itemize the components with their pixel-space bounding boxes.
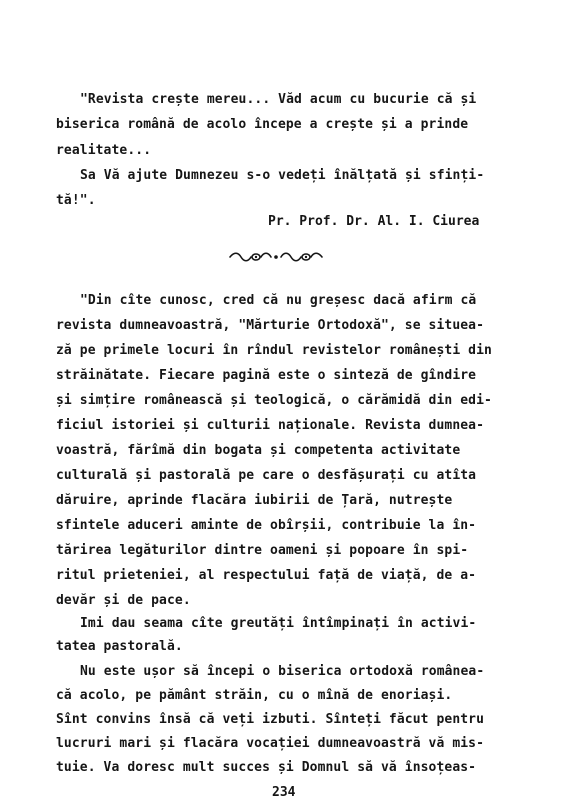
quote1-line: biserica română de acolo începe a crește și a prinde (56, 117, 469, 132)
quote2-line: sfintele aduceri aminte de obîrșii, contribuie la în- (56, 518, 477, 533)
quote1-signature: Pr. Prof. Dr. Al. I. Ciurea (268, 214, 480, 229)
quote2-line: "Din cîte cunosc, cred că nu greșesc dacă afirm că (80, 293, 477, 308)
quote1-line: "Revista crește mereu... Văd acum cu bucurie că și (80, 92, 477, 107)
quote2-line: că acolo, pe pământ străin, cu o mînă de enoriași. (56, 688, 453, 703)
quote1-line: tă!". (56, 193, 96, 208)
page-number: 234 (272, 785, 296, 800)
quote2-line: tuie. Va doresc mult succes și Domnul să vă însoțeas- (56, 760, 477, 775)
quote2-line: devăr și de pace. (56, 593, 191, 608)
quote2-line: revista dumneavoastră, "Mărturie Ortodoxă", se situea- (56, 318, 485, 333)
quote1-line: Sa Vă ajute Dumnezeu s-o vedeți înălțată și sfinți- (80, 168, 485, 183)
quote1-line: realitate... (56, 143, 152, 158)
quote2-line: și simțire românească și teologică, o cărămidă din edi- (56, 393, 492, 408)
quote2-line: Sînt convins însă că veți izbuti. Sînteți făcut pentru (56, 712, 485, 727)
quote2-line: Nu este ușor să începi o biserica ortodoxă românea- (80, 664, 485, 679)
quote2-line: voastră, fărîmă din bogata și competenta activitate (56, 443, 461, 458)
quote2-line: tatea pastorală. (56, 639, 183, 654)
quote2-line: tărirea legăturilor dintre oameni și popoare în spi- (56, 543, 469, 558)
quote2-line: ză pe primele locuri în rîndul revistelor românești din (56, 343, 492, 358)
quote2-line: lucruri mari și flacăra vocației dumneavoastră vă mis- (56, 736, 485, 751)
ornament-divider (228, 249, 324, 265)
quote2-line: străinătate. Fiecare pagină este o sinteză de gîndire (56, 368, 477, 383)
quote2-line: Imi dau seama cîte greutăți întîmpinați în activi- (80, 616, 477, 631)
quote2-line: ficiul istoriei și culturii naționale. Revista dumnea- (56, 418, 485, 433)
quote2-line: ritul prieteniei, al respectului față de viață, de a- (56, 568, 477, 583)
quote2-line: culturală și pastorală pe care o desfășurați cu atîta (56, 468, 477, 483)
quote2-line: dăruire, aprinde flacăra iubirii de Țară, nutrește (56, 493, 453, 508)
